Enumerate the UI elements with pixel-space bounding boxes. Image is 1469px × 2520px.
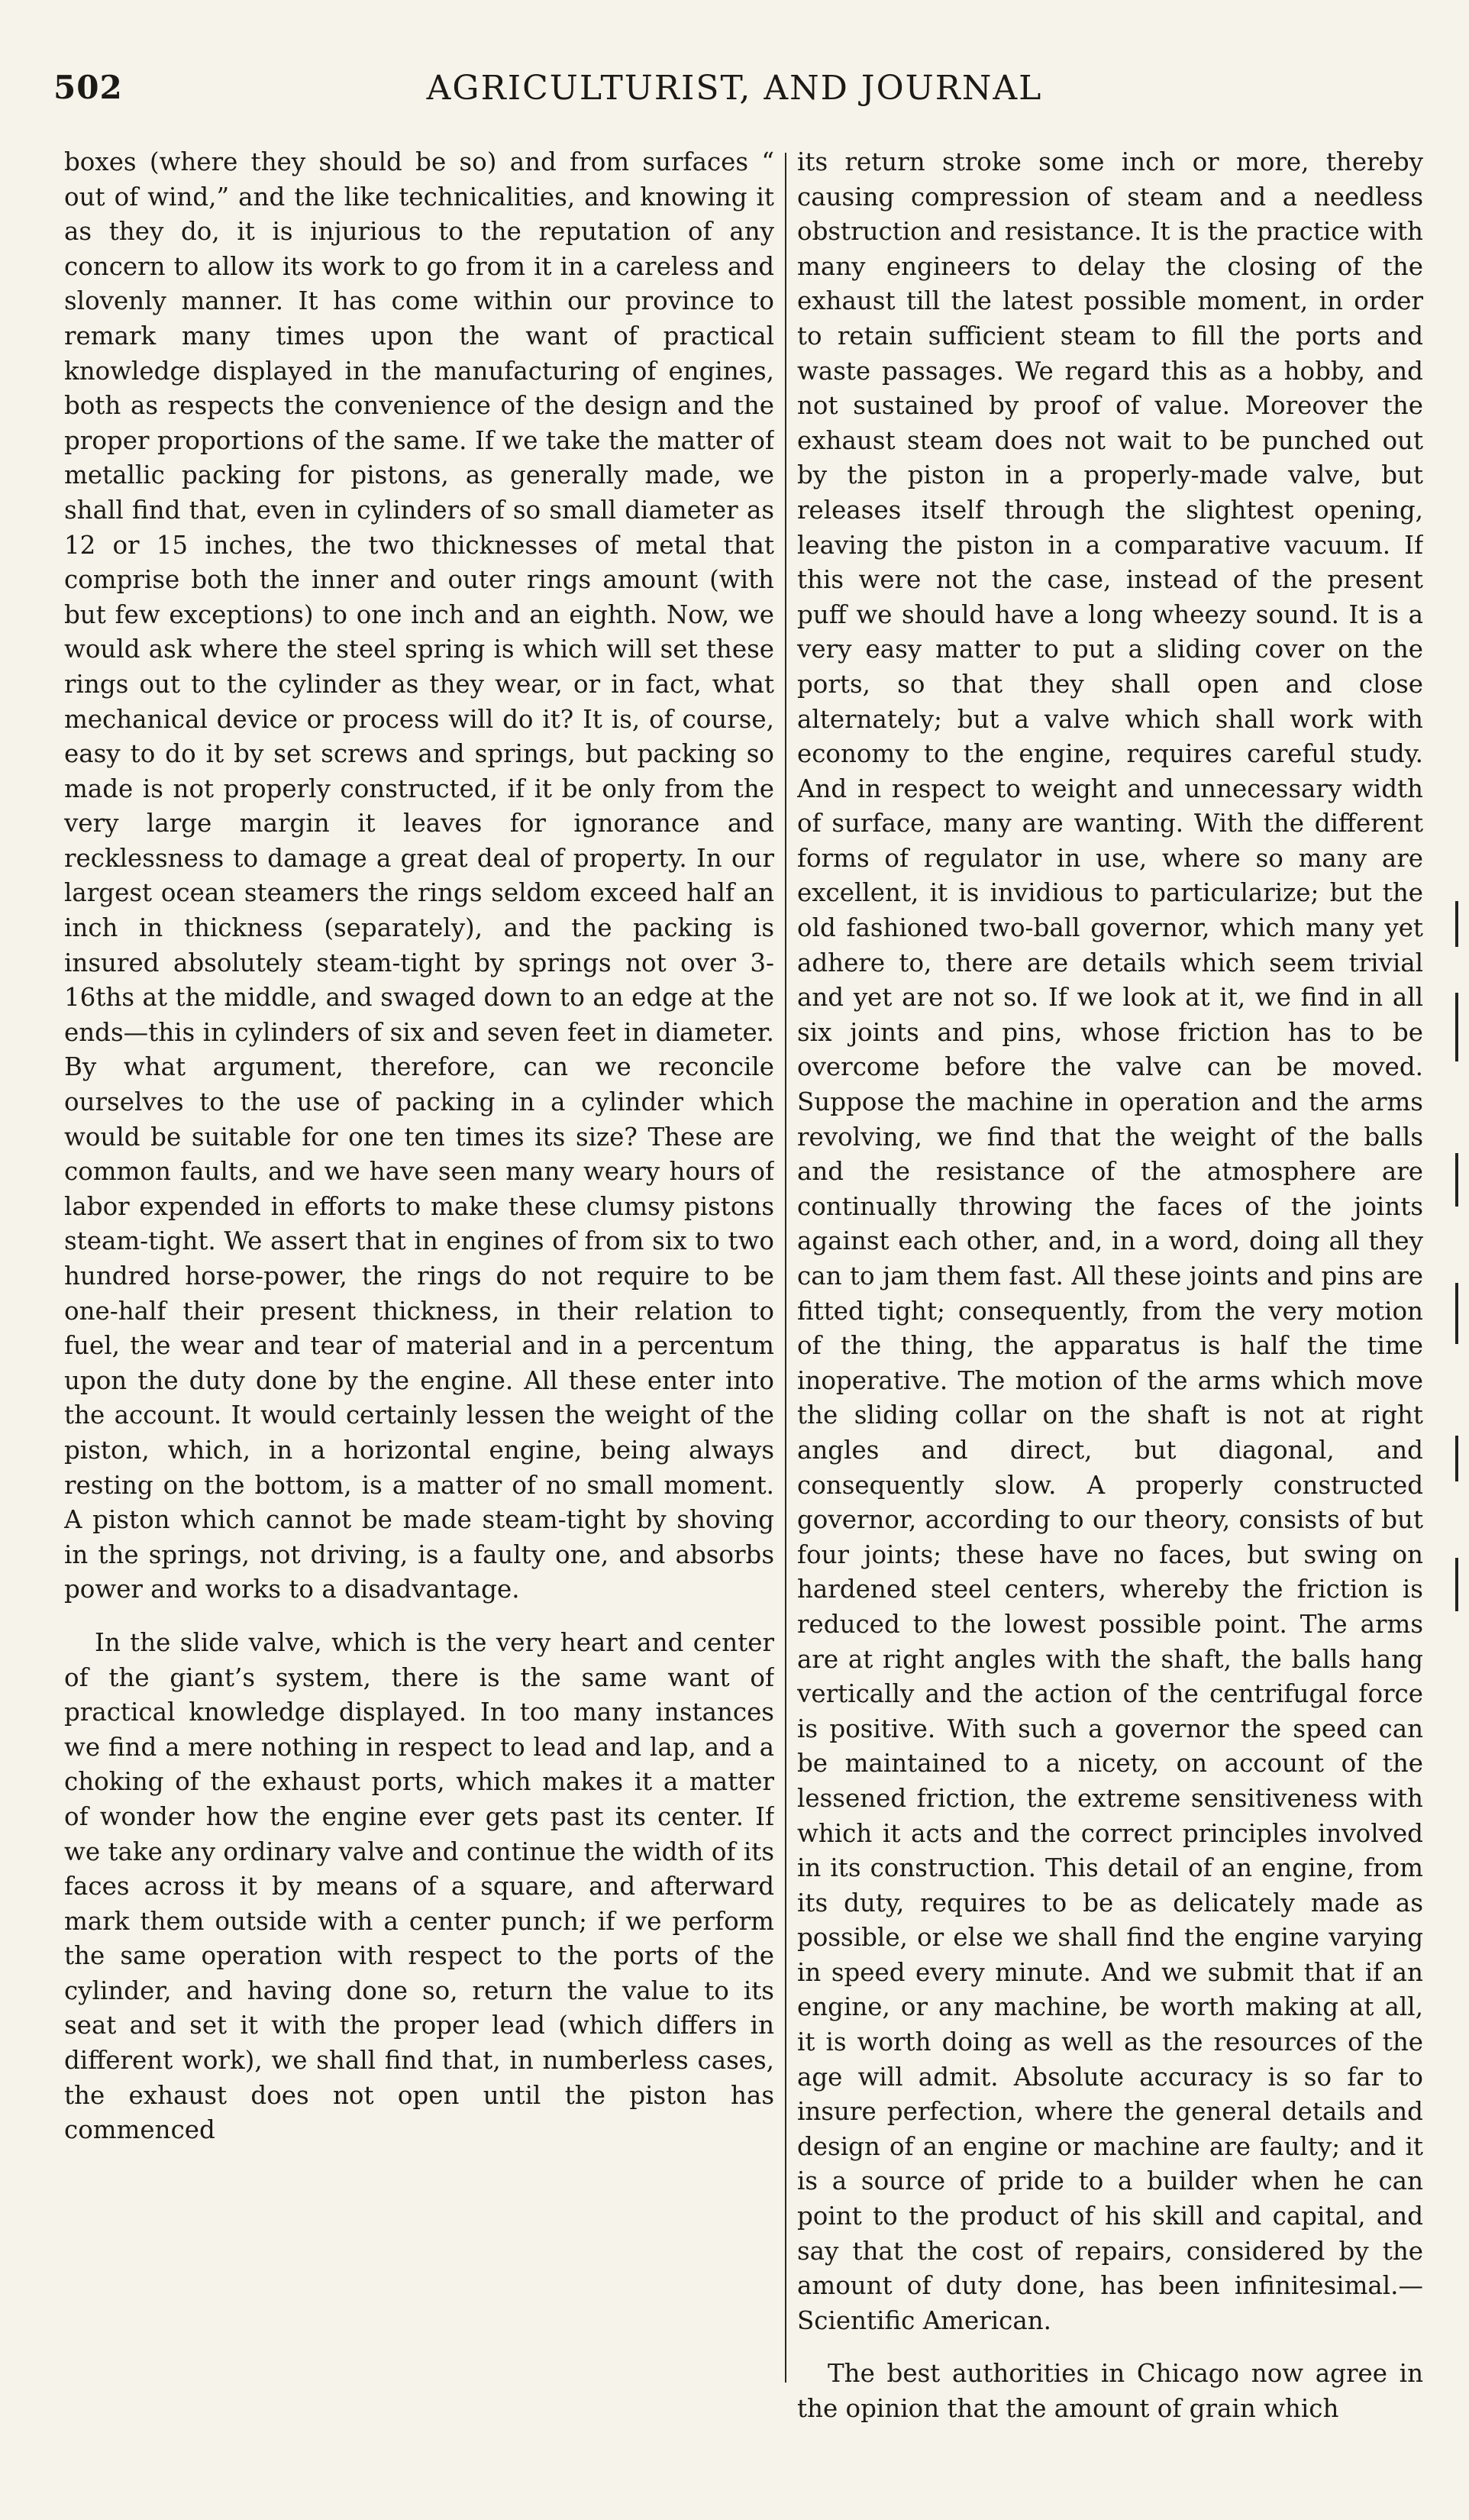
page-edge-marks xyxy=(1455,901,1460,1619)
right-paragraph-2: The best authorities in Chicago now agree in the opinion that the amount of grain which xyxy=(797,2359,1423,2423)
page-number: 502 xyxy=(53,69,123,106)
edge-mark xyxy=(1455,1283,1458,1344)
edge-mark xyxy=(1455,1436,1458,1481)
edge-mark xyxy=(1455,1558,1458,1611)
right-column xyxy=(797,145,1423,2427)
edge-mark xyxy=(1455,993,1458,1061)
left-paragraph-1: boxes (where they should be so) and from surfaces “ out of wind,” and the like technicalities, and knowing it as they do, it is injurious to the reputation of any concern to allow its work to go from it in a careless and slovenly manner. It has come within our province to remark many times upon the want of practical knowledge displayed in the manufacturing of engines, both as respects the convenience of the design and the proper proportions of the same. If we take the matter of metallic packing for pistons, as generally made, we shall find that, even in cylinders of so small diameter as 12 or 15 inches, the two thicknesses of metal that comprise both the inner and outer rings amount (with but few exceptions) to one inch and an eighth. Now, we would ask where the steel spring is which will set these rings out to the cylinder as they wear, or in fact, what mechanical device or process will do it? It is, of course, easy to do it by set screws and springs, but packing so made is not properly constructed, if it be only from the very large margin it leaves for ignorance and recklessness to damage a great deal of property. In our largest ocean steamers the rings seldom exceed half an inch in thickness (separately), and the packing is insured absolutely steam-tight by springs not over 3-16ths at the middle, and swaged down to an edge at the ends—this in cylinders of six and seven feet in diameter. By what argument, therefore, can we reconcile ourselves to the use of packing in a cylinder which would be suitable for one ten times its size? These are common faults, and we have seen many weary hours of labor expended in efforts to make these clumsy pistons steam-tight. We assert that in engines of from six to two hundred horse-power, the rings do not require to be one-half their present thickness, in their relation to fuel, the wear and tear of material and in a percentum upon the duty done by the engine. All these enter into the account. It would certainly lessen the weight of the piston, which, in a horizontal engine, being always resting on the bottom, is a matter of no small moment. A piston which cannot be made steam-tight by shoving in the springs, not driving, is a faulty one, and absorbs power and works to a disadvantage. xyxy=(64,147,774,1604)
edge-mark xyxy=(1455,901,1458,947)
edge-mark xyxy=(1455,1153,1458,1207)
left-paragraph-2: In the slide valve, which is the very heart and center of the giant’s system, there is the same want of practical knowledge displayed. In too many instances we find a mere nothing in respect to lead and lap, and a choking of the exhaust ports, which makes it a matter of wonder how the engine ever gets past its center. If we take any ordinary valve and continue the width of its faces across it by means of a square, and afterward mark them outside with a center punch; if we perform the same operation with respect to the ports of the cylinder, and having done so, return the value to its seat and set it with the proper lead (which differs in different work), we shall find that, in numberless cases, the exhaust does not open until the piston has commenced xyxy=(64,1627,774,2145)
running-head-title: AGRICULTURIST, AND JOURNAL xyxy=(426,69,1043,108)
page-header xyxy=(53,69,1416,122)
column-divider xyxy=(785,153,786,2383)
left-column xyxy=(64,145,774,2148)
right-paragraph-1: its return stroke some inch or more, thereby causing compression of steam and a needless obstruction and resistance. It is the practice with many engineers to delay the closing of the exhaust till the latest possible moment, in order to retain sufficient steam to fill the ports and waste passages. We regard this as a hobby, and not sustained by proof of value. Moreover the exhaust steam does not wait to be punched out by the piston in a properly-made valve, but releases itself through the slightest opening, leaving the piston in a comparative vacuum. If this were not the case, instead of the present puff we should have a long wheezy sound. It is a very easy matter to put a sliding cover on the ports, so that they shall open and close alternately; but a valve which shall work with economy to the engine, requires careful study. And in respect to weight and unnecessary width of surface, many are wanting. With the different forms of regulator in use, where so many are excellent, it is invidious to particularize; but the old fashioned two-ball governor, which many yet adhere to, there are details which seem trivial and yet are not so. If we look at it, we find in all six joints and pins, whose friction has to be overcome before the valve can be moved. Suppose the machine in operation and the arms revolving, we find that the weight of the balls and the resistance of the atmosphere are continually throwing the faces of the joints against each other, and, in a word, doing all they can to jam them fast. All these joints and pins are fitted tight; consequently, from the very motion of the thing, the apparatus is half the time inoperative. The motion of the arms which move the sliding collar on the shaft is not at right angles and direct, but diagonal, and consequently slow. A properly constructed governor, according to our theory, consists of but four joints; these have no faces, but swing on hardened steel centers, whereby the friction is reduced to the lowest possible point. The arms are at right angles with the shaft, the balls hang vertically and the action of the centrifugal force is positive. With such a governor the speed can be maintained to a nicety, on account of the lessened friction, the extreme sensitiveness with which it acts and the correct principles involved in its construction. This detail of an engine, from its duty, requires to be as delicately made as possible, or else we shall find the engine varying in speed every minute. And we submit that if an engine, or any machine, be worth making at all, it is worth doing as well as the resources of the age will admit. Absolute accuracy is so far to insure perfection, where the general details and design of an engine or machine are faulty; and it is a source of pride to a builder when he can point to the product of his skill and capital, and say that the cost of repairs, considered by the amount of duty done, has been infinitesimal.—Scientific American. xyxy=(797,147,1423,2335)
